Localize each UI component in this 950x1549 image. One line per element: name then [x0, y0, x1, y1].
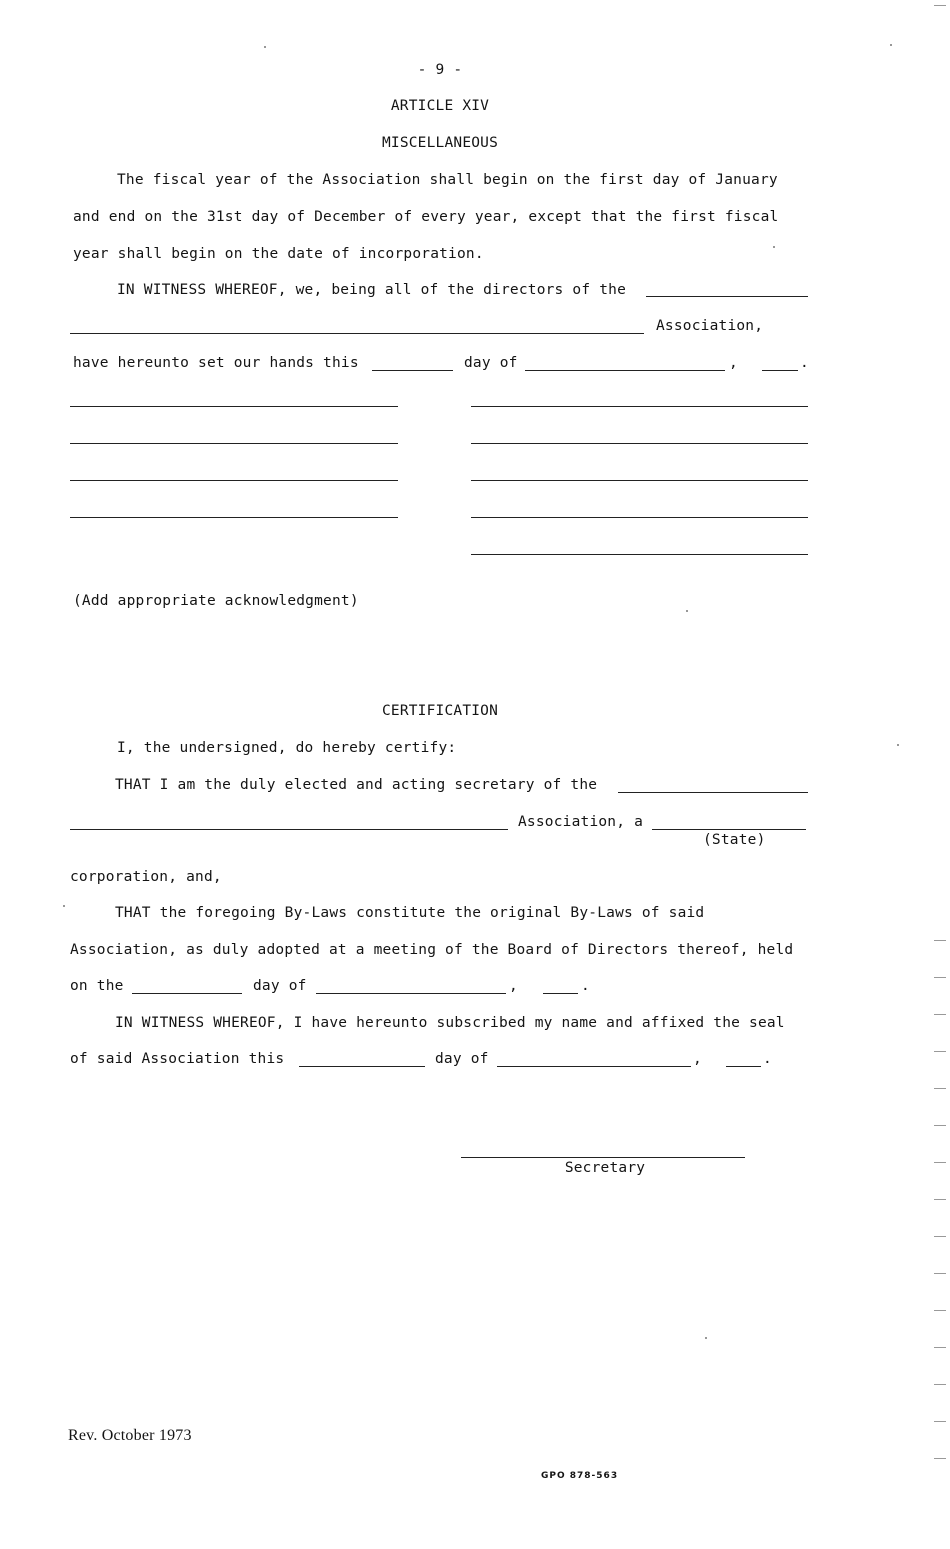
- association-name-blank-2: [70, 333, 644, 334]
- scan-margin-mark: [934, 1384, 946, 1385]
- director-signature-line: [70, 443, 398, 444]
- state-blank: [652, 829, 806, 830]
- seal-year-blank: [726, 1066, 761, 1067]
- certification-line-8: IN WITNESS WHEREOF, I have hereunto subscribed my name and affixed the seal: [115, 1015, 785, 1031]
- scan-margin-mark: [934, 940, 946, 941]
- director-signature-line: [471, 443, 808, 444]
- scan-margin-mark: [934, 1162, 946, 1163]
- seal-month-blank: [497, 1066, 691, 1067]
- meeting-year-blank: [543, 993, 578, 994]
- certification-comma-1: ,: [509, 978, 518, 994]
- scan-margin-mark: [934, 1421, 946, 1422]
- director-signature-line: [471, 554, 808, 555]
- scan-margin-mark: [934, 1088, 946, 1089]
- scan-speck: [773, 246, 775, 248]
- scan-margin-mark: [934, 1014, 946, 1015]
- witness-line-3a: have hereunto set our hands this: [73, 355, 359, 371]
- witness-line-1: IN WITNESS WHEREOF, we, being all of the directors of the: [117, 282, 626, 298]
- scan-margin-mark: [934, 1347, 946, 1348]
- acknowledgment-note: (Add appropriate acknowledgment): [73, 593, 359, 609]
- certification-period-1: .: [581, 978, 590, 994]
- director-signature-line: [471, 517, 808, 518]
- certification-line-1: I, the undersigned, do hereby certify:: [117, 740, 457, 756]
- scan-margin-mark: [934, 977, 946, 978]
- scan-speck: [890, 44, 892, 46]
- director-signature-line: [70, 517, 398, 518]
- certification-association-label: Association, a: [518, 814, 644, 830]
- witness-line-3b: day of: [464, 355, 518, 371]
- scan-speck: [264, 46, 266, 48]
- certification-line-9b: day of: [435, 1051, 489, 1067]
- scan-speck: [63, 905, 65, 907]
- meeting-day-blank: [132, 993, 242, 994]
- seal-day-blank: [299, 1066, 425, 1067]
- association-name-blank-3: [618, 792, 808, 793]
- witness-period: .: [800, 355, 809, 371]
- secretary-signature-line: [461, 1157, 745, 1158]
- article-line-3: year shall begin on the date of incorporation.: [73, 246, 484, 262]
- certification-line-6: Association, as duly adopted at a meeting of the Board of Directors thereof, held: [70, 942, 794, 958]
- article-subheading: MISCELLANEOUS: [381, 135, 499, 151]
- scan-margin-mark: [934, 5, 946, 6]
- director-signature-line: [70, 480, 398, 481]
- certification-period-2: .: [763, 1051, 772, 1067]
- gpo-code: GPO 878-563: [541, 1471, 619, 1481]
- meeting-month-blank: [316, 993, 506, 994]
- director-signature-line: [471, 480, 808, 481]
- scan-margin-mark: [934, 1273, 946, 1274]
- certification-line-4: corporation, and,: [70, 869, 222, 885]
- article-heading: ARTICLE XIV: [390, 98, 490, 114]
- scan-margin-mark: [934, 1125, 946, 1126]
- association-name-blank-4: [70, 829, 508, 830]
- association-name-blank-1: [646, 296, 808, 297]
- scan-speck: [686, 610, 688, 612]
- page-number: - 9 -: [417, 62, 463, 78]
- witness-comma: ,: [729, 355, 738, 371]
- scan-margin-mark: [934, 1199, 946, 1200]
- scan-margin-mark: [934, 1236, 946, 1237]
- state-label: (State): [703, 832, 766, 848]
- certification-line-9a: of said Association this: [70, 1051, 285, 1067]
- certification-comma-2: ,: [693, 1051, 702, 1067]
- article-line-1: The fiscal year of the Association shall begin on the first day of January: [117, 172, 778, 188]
- scan-margin-mark: [934, 1051, 946, 1052]
- secretary-label: Secretary: [564, 1160, 646, 1176]
- scan-speck: [897, 744, 899, 746]
- article-line-2: and end on the 31st day of December of every year, except that the first fiscal: [73, 209, 779, 225]
- certification-line-5: THAT the foregoing By-Laws constitute the original By-Laws of said: [115, 905, 705, 921]
- scan-margin-mark: [934, 1458, 946, 1459]
- director-signature-line: [70, 406, 398, 407]
- month-blank: [525, 370, 725, 371]
- certification-heading: CERTIFICATION: [381, 703, 499, 719]
- revision-date: Rev. October 1973: [68, 1427, 192, 1444]
- year-blank: [762, 370, 798, 371]
- scan-margin-mark: [934, 1310, 946, 1311]
- scan-speck: [705, 1337, 707, 1339]
- certification-line-7b: day of: [253, 978, 307, 994]
- day-blank: [372, 370, 453, 371]
- director-signature-line: [471, 406, 808, 407]
- certification-line-7a: on the: [70, 978, 124, 994]
- certification-line-2: THAT I am the duly elected and acting secretary of the: [115, 777, 598, 793]
- association-label: Association,: [656, 318, 764, 334]
